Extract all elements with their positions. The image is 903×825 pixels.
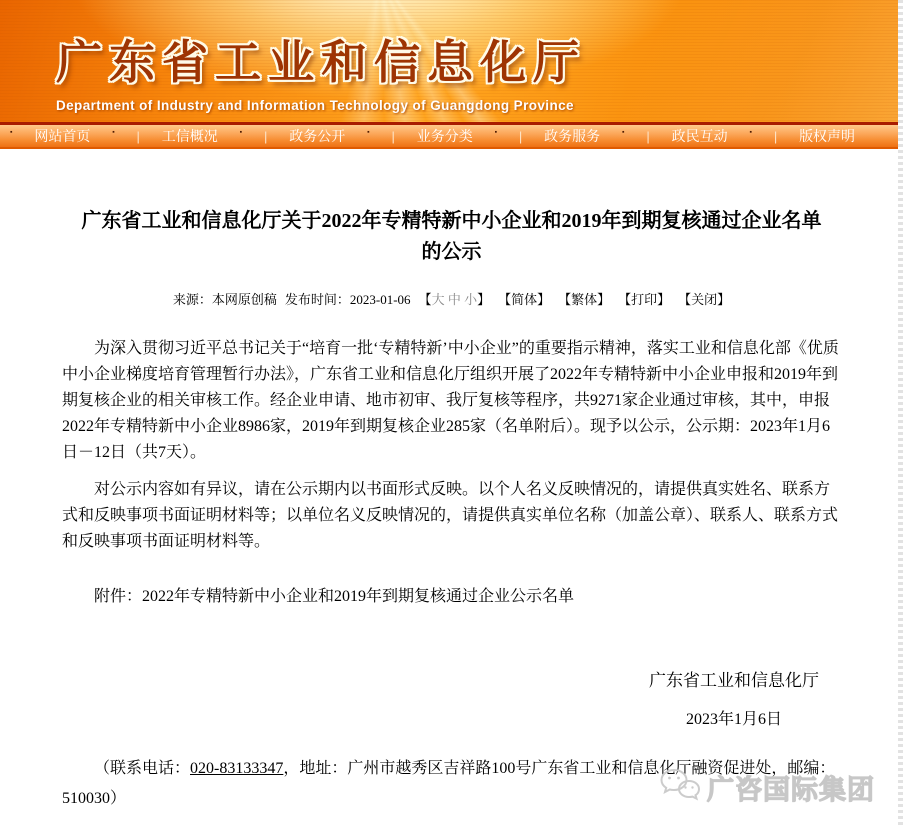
signature-block bbox=[649, 666, 819, 729]
close-button[interactable]: 【关闭】 bbox=[678, 292, 731, 307]
print-button[interactable]: 【打印】 bbox=[618, 292, 671, 307]
nav-item-gov-affairs-open[interactable]: 政务公开 bbox=[289, 128, 346, 144]
font-size-controls[interactable]: 大 中 小 bbox=[431, 292, 478, 307]
traditional-chinese-button[interactable]: 【繁体】 bbox=[558, 292, 611, 307]
nav-item-overview[interactable]: 工信概况 bbox=[161, 128, 218, 144]
nav-dot-icon: ▪ bbox=[622, 128, 625, 136]
site-banner bbox=[0, 0, 903, 122]
nav-item-gov-services[interactable]: 政务服务 bbox=[544, 128, 601, 144]
font-size-bracket-open: 【 bbox=[418, 292, 432, 307]
contact-after-phone: ，地址：广州市越秀区吉祥路100号广东省工业和信息化厅融资促进处，邮编：510030） bbox=[62, 760, 836, 807]
font-size-bracket-close: 】 bbox=[477, 292, 491, 307]
contact-info bbox=[62, 754, 841, 814]
nav-separator: | bbox=[646, 128, 650, 144]
site-subtitle-english: Department of Industry and Information Technology of Guangdong Province bbox=[56, 98, 574, 113]
attachment-link[interactable]: 附件：2022年专精特新中小企业和2019年到期复核通过企业公示名单 bbox=[94, 588, 575, 605]
nav-separator: | bbox=[264, 128, 268, 144]
nav-item-business-category[interactable]: 业务分类 bbox=[416, 128, 473, 144]
nav-dot-icon: ▪ bbox=[112, 128, 115, 136]
article-title: 广东省工业和信息化厅关于2022年专精特新中小企业和2019年到期复核通过企业名单的公示 bbox=[81, 210, 822, 263]
site-title: 广东省工业和信息化厅 bbox=[56, 36, 586, 88]
nav-separator: | bbox=[391, 128, 395, 144]
pubtime-label: 发布时间： bbox=[284, 292, 350, 307]
nav-dot-icon: ▪ bbox=[749, 128, 752, 136]
main-nav bbox=[0, 122, 903, 149]
phone-link[interactable]: 020-83133347 bbox=[190, 760, 284, 777]
nav-item-public-interaction[interactable]: 政民互动 bbox=[671, 128, 728, 144]
nav-dot-icon: ▪ bbox=[367, 128, 370, 136]
signature-date: 2023年1月6日 bbox=[685, 711, 782, 728]
banner-inner bbox=[56, 26, 586, 113]
paragraph-objection: 对公示内容如有异议，请在公示期内以书面形式反映。以个人名义反映情况的，请提供真实姓名、联系方式和反映事项书面证明材料等；以单位名义反映情况的，请提供真实单位名称（加盖公章）、联系人、联系方式和反映事项书面证明材料等。 bbox=[62, 481, 839, 550]
source-label: 来源： bbox=[172, 292, 212, 307]
nav-separator: | bbox=[136, 128, 140, 144]
simplified-chinese-button[interactable]: 【简体】 bbox=[498, 292, 551, 307]
nav-dot-icon: ▪ bbox=[10, 128, 13, 136]
nav-dot-icon: ▪ bbox=[239, 128, 243, 136]
nav-separator: | bbox=[518, 128, 523, 144]
scrollbar-track[interactable] bbox=[898, 0, 903, 825]
article-body bbox=[62, 336, 841, 555]
watermark-text: 广咨国际集团 bbox=[707, 775, 875, 805]
signature-org: 广东省工业和信息化厅 bbox=[649, 671, 819, 690]
nav-dot-icon: ▪ bbox=[494, 128, 498, 136]
nav-separator: | bbox=[773, 128, 778, 144]
contact-before-phone: （联系电话： bbox=[94, 760, 191, 777]
pubtime-value: 2023-01-06 bbox=[349, 292, 411, 307]
source-value: 本网原创稿 bbox=[211, 292, 277, 307]
paragraph-announcement: 为深入贯彻习近平总书记关于“培育一批‘专精特新’中小企业”的重要指示精神，落实工业和信息化部《优质中小企业梯度培育管理暂行办法》，广东省工业和信息化厅组织开展了2022年专精特新中小企业申报和2019年到期复核企业的相关审核工作。经企业申请、地市初审、我厅复核等程序，共9271家企业通过审核，其中，申报2022年专精特新中小企业8986家，2019年到期复核企业285家（名单附后）。现予以公示，公示期：2023年1月6日－12日（共7天）。 bbox=[62, 340, 839, 461]
nav-item-home[interactable]: 网站首页 bbox=[34, 128, 91, 144]
nav-item-copyright[interactable]: 版权声明 bbox=[799, 128, 856, 144]
article-content bbox=[0, 149, 903, 814]
article-meta bbox=[62, 289, 841, 308]
